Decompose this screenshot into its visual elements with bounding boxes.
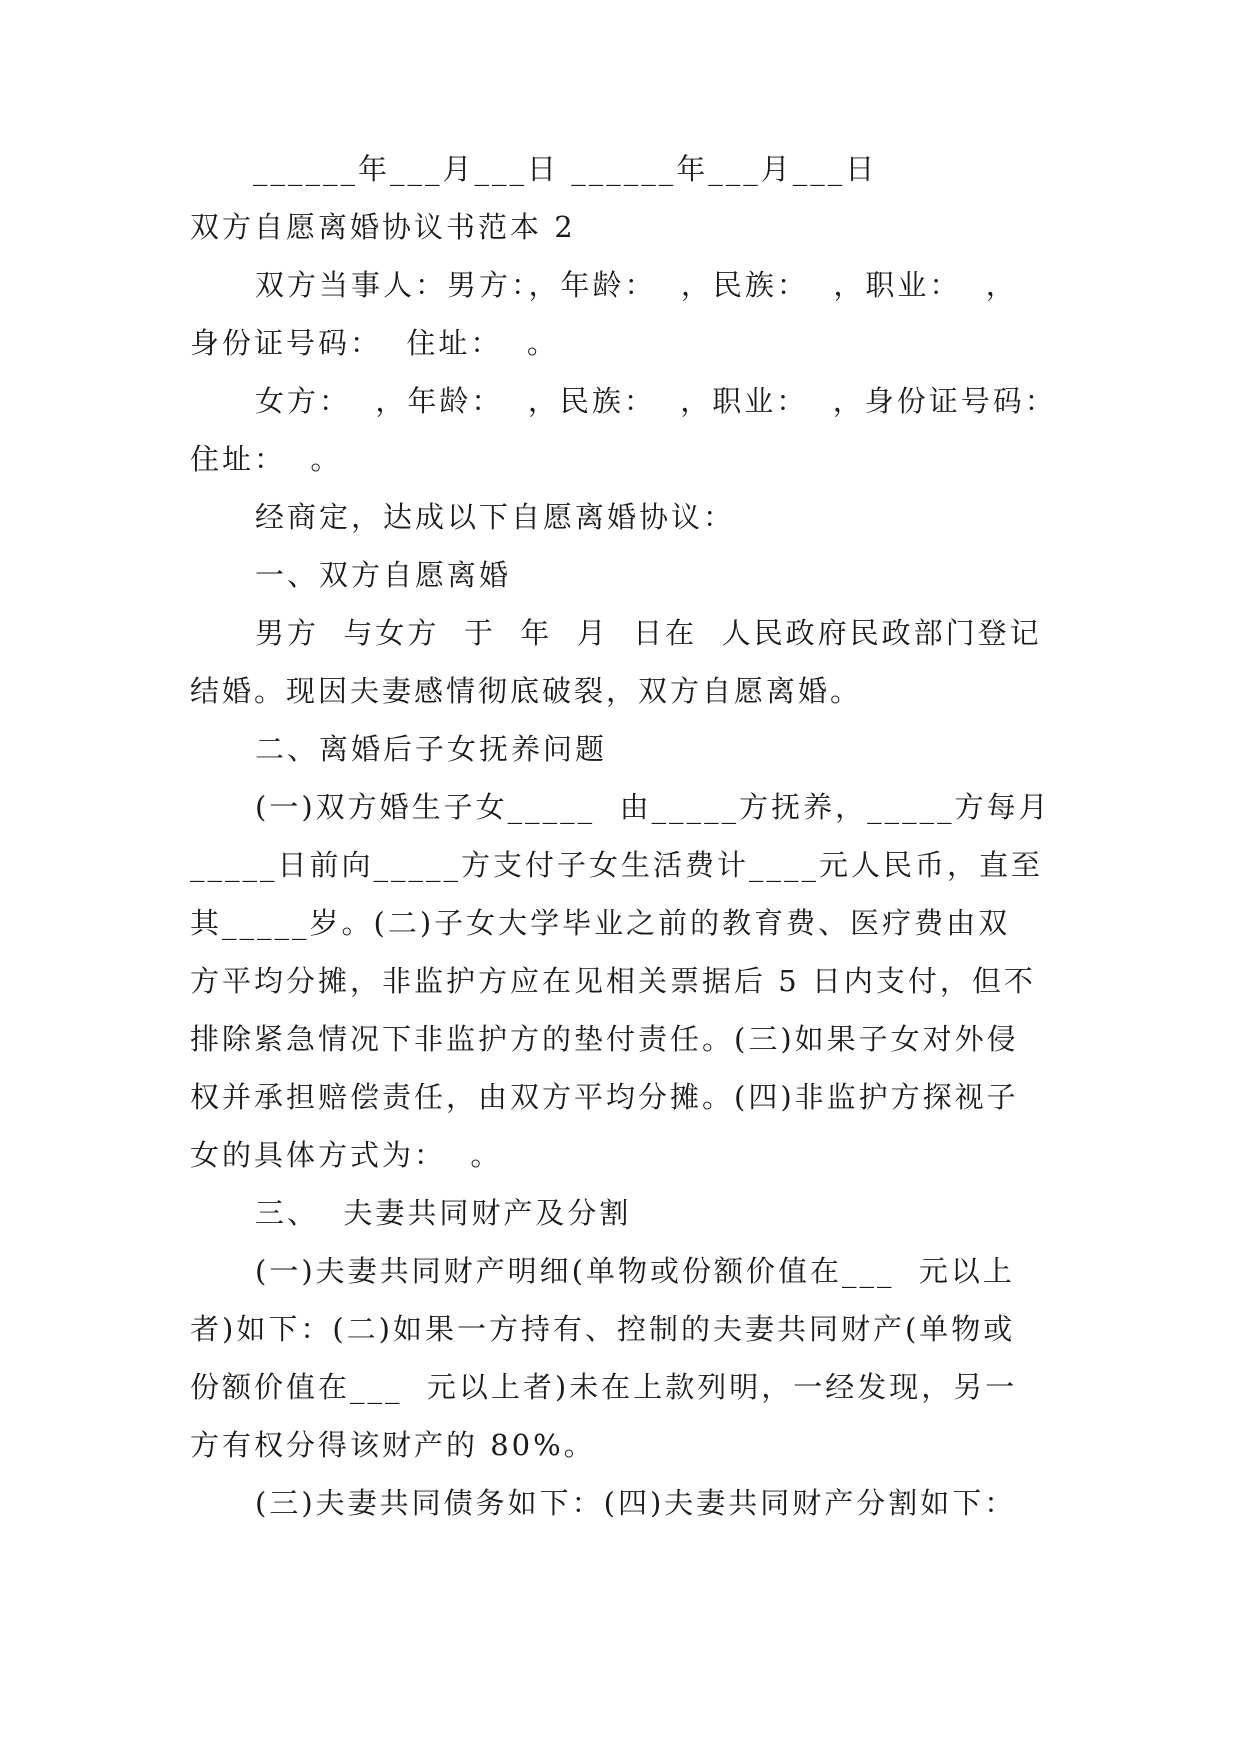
section-heading: 二、离婚后子女抚养问题 (255, 732, 608, 766)
section-heading: 一、双方自愿离婚 (255, 558, 512, 592)
section-heading: 三、 夫妻共同财产及分割 (255, 1196, 632, 1230)
paragraph-line: (三)夫妻共同债务如下：(四)夫妻共同财产分割如下： (255, 1486, 1017, 1520)
paragraph-line: 排除紧急情况下非监护方的垫付责任。(三)如果子女对外侵 (190, 1022, 1019, 1056)
paragraph-line: 结婚。现因夫妻感情彻底破裂，双方自愿离婚。 (190, 674, 863, 708)
paragraph-line: (一)双方婚生子女_____ 由_____方抚养，_____方每月 (255, 790, 1051, 824)
parties-line: 住址： 。 (190, 442, 343, 476)
paragraph-line: 方有权分得该财产的 80%。 (190, 1428, 596, 1462)
paragraph-line: (一)夫妻共同财产明细(单物或份额价值在___ 元以上 (255, 1254, 1015, 1288)
signature-dates: ______年___月___日 ______年___月___日 (253, 152, 878, 186)
paragraph-line: 方平均分摊，非监护方应在见相关票据后 5 日内支付，但不 (190, 964, 1036, 998)
intro-paragraph: 经商定，达成以下自愿离婚协议： (255, 500, 736, 534)
paragraph-line: 男方 与女方 于 年 月 日在 人民政府民政部门登记 (255, 616, 1042, 650)
parties-line: 女方： ，年龄： ，民族： ，职业： ，身份证号码： (255, 384, 1057, 418)
paragraph-line: 其_____岁。(二)子女大学毕业之前的教育费、医疗费由双 (190, 906, 1011, 940)
paragraph-line: 者)如下：(二)如果一方持有、控制的夫妻共同财产(单物或 (190, 1312, 1016, 1346)
parties-line: 双方当事人：男方：，年龄： ，民族： ，职业： ， (255, 268, 1018, 302)
document-title: 双方自愿离婚协议书范本 2 (190, 210, 576, 244)
paragraph-line: 权并承担赔偿责任，由双方平均分摊。(四)非监护方探视子 (190, 1080, 1019, 1114)
parties-line: 身份证号码： 住址： 。 (190, 326, 559, 360)
paragraph-line: 份额价值在___ 元以上者)未在上款列明，一经发现，另一 (190, 1370, 1018, 1404)
paragraph-line: _____日前向_____方支付子女生活费计____元人民币，直至 (190, 848, 1044, 882)
paragraph-line: 女的具体方式为： 。 (190, 1138, 503, 1172)
